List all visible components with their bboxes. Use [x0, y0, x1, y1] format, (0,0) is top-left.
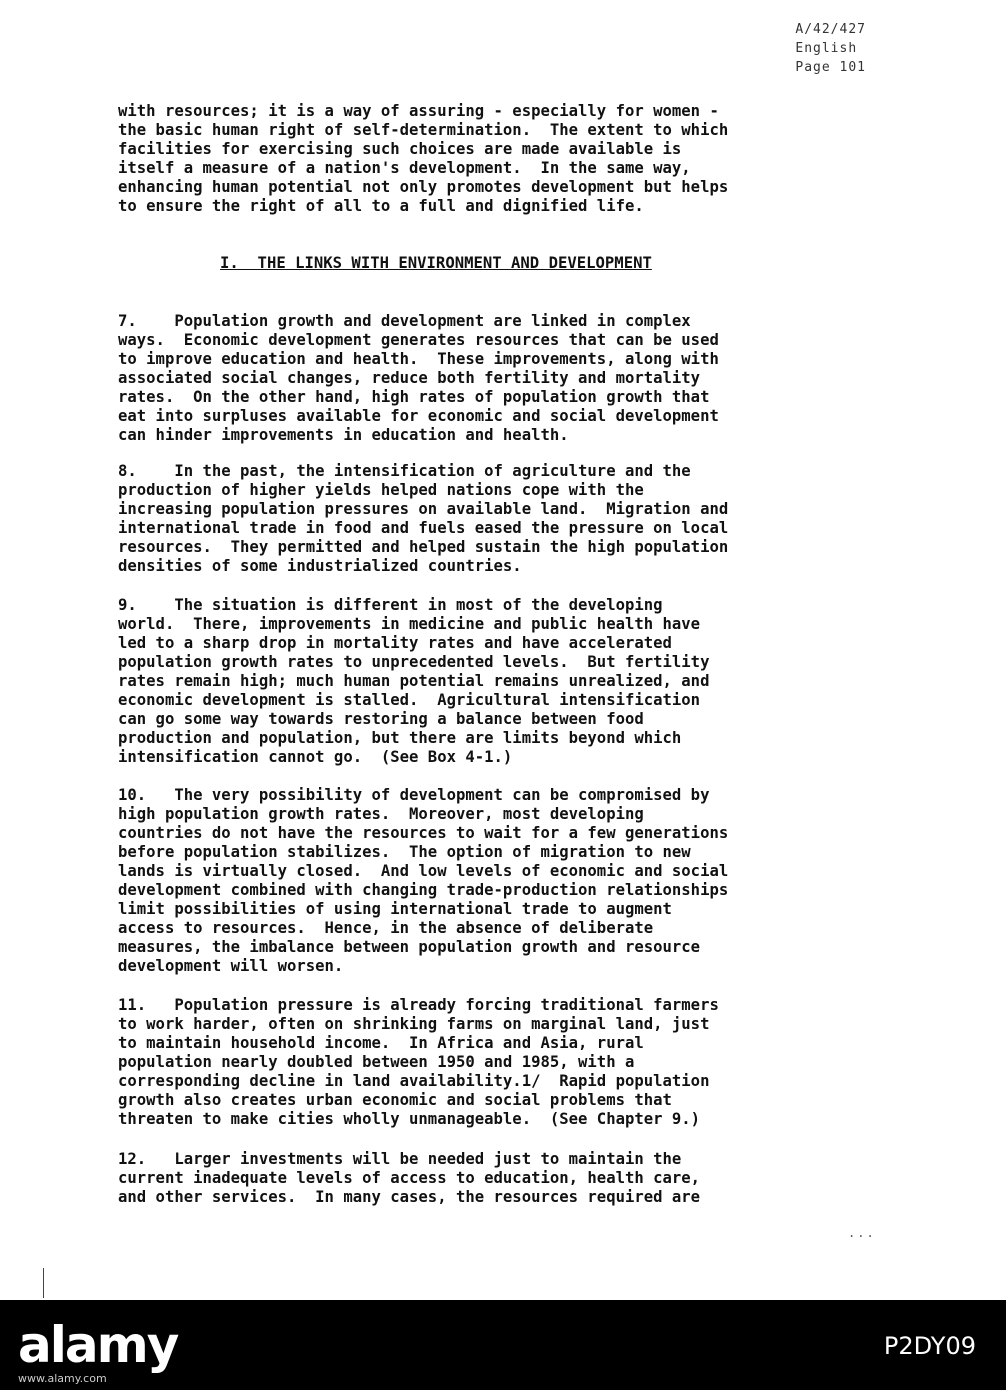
paragraph-11: [118, 996, 878, 1129]
paragraph-8: [118, 462, 878, 576]
text-line: can hinder improvements in education and health.: [118, 426, 569, 444]
margin-mark: [43, 1268, 44, 1298]
continuation-mark: ...: [848, 1226, 876, 1240]
text-line: threaten to make cities wholly unmanageable. (See Chapter 9.): [118, 1110, 701, 1128]
text-line: 8. In the past, the intensification of agriculture and the: [118, 462, 691, 480]
text-line: with resources; it is a way of assuring - especially for women -: [118, 102, 719, 120]
text-line: 11. Population pressure is already forcing traditional farmers: [118, 996, 719, 1014]
text-line: resources. They permitted and helped sustain the high population: [118, 538, 729, 556]
paragraph-7: [118, 312, 878, 445]
text-line: 9. The situation is different in most of the developing: [118, 596, 663, 614]
text-line: international trade in food and fuels eased the pressure on local: [118, 519, 729, 537]
text-line: before population stabilizes. The option of migration to new: [118, 843, 691, 861]
text-line: 12. Larger investments will be needed just to maintain the: [118, 1150, 682, 1168]
text-line: countries do not have the resources to wait for a few generations: [118, 824, 729, 842]
alamy-url: www.alamy.com: [18, 1372, 107, 1385]
text-line: current inadequate levels of access to education, health care,: [118, 1169, 701, 1187]
text-line: high population growth rates. Moreover, most developing: [118, 805, 644, 823]
text-line: rates. On the other hand, high rates of population growth that: [118, 388, 710, 406]
page-header: [795, 20, 866, 77]
text-line: development will worsen.: [118, 957, 344, 975]
text-line: population growth rates to unprecedented levels. But fertility: [118, 653, 710, 671]
text-line: corresponding decline in land availability.1/ Rapid population: [118, 1072, 710, 1090]
text-line: intensification cannot go. (See Box 4-1.): [118, 748, 513, 766]
text-line: access to resources. Hence, in the absence of deliberate: [118, 919, 654, 937]
text-line: the basic human right of self-determination. The extent to which: [118, 121, 729, 139]
text-line: limit possibilities of using international trade to augment: [118, 900, 672, 918]
text-line: growth also creates urban economic and social problems that: [118, 1091, 672, 1109]
text-line: to maintain household income. In Africa and Asia, rural: [118, 1034, 644, 1052]
text-line: facilities for exercising such choices are made available is: [118, 140, 682, 158]
text-line: increasing population pressures on available land. Migration and: [118, 500, 729, 518]
text-line: led to a sharp drop in mortality rates and have accelerated: [118, 634, 672, 652]
document-symbol: A/42/427: [795, 22, 866, 37]
text-line: and other services. In many cases, the resources required are: [118, 1188, 701, 1206]
image-id: P2DY09: [883, 1332, 976, 1360]
text-line: to ensure the right of all to a full and dignified life.: [118, 197, 644, 215]
text-line: economic development is stalled. Agricultural intensification: [118, 691, 701, 709]
alamy-logo: alamy: [18, 1316, 178, 1374]
text-line: associated social changes, reduce both fertility and mortality: [118, 369, 701, 387]
text-line: population nearly doubled between 1950 and 1985, with a: [118, 1053, 635, 1071]
text-line: densities of some industrialized countries.: [118, 557, 522, 575]
text-line: development combined with changing trade-production relationships: [118, 881, 729, 899]
text-line: enhancing human potential not only promotes development but helps: [118, 178, 729, 196]
text-line: 10. The very possibility of development can be compromised by: [118, 786, 710, 804]
text-line: to work harder, often on shrinking farms on marginal land, just: [118, 1015, 710, 1033]
text-line: measures, the imbalance between population growth and resource: [118, 938, 701, 956]
intro-paragraph: [118, 102, 878, 216]
text-line: ways. Economic development generates resources that can be used: [118, 331, 719, 349]
text-line: production of higher yields helped nations cope with the: [118, 481, 644, 499]
text-line: world. There, improvements in medicine and public health have: [118, 615, 701, 633]
page-number: Page 101: [795, 60, 866, 75]
section-heading: I. THE LINKS WITH ENVIRONMENT AND DEVELOPMENT: [220, 254, 652, 272]
text-line: to improve education and health. These improvements, along with: [118, 350, 719, 368]
text-line: lands is virtually closed. And low levels of economic and social: [118, 862, 729, 880]
paragraph-12: [118, 1150, 878, 1207]
document-language: English: [795, 41, 858, 56]
paragraph-10: [118, 786, 878, 976]
text-line: eat into surpluses available for economic and social development: [118, 407, 719, 425]
text-line: itself a measure of a nation's development. In the same way,: [118, 159, 691, 177]
text-line: production and population, but there are limits beyond which: [118, 729, 682, 747]
text-line: can go some way towards restoring a balance between food: [118, 710, 644, 728]
paragraph-9: [118, 596, 878, 767]
text-line: 7. Population growth and development are linked in complex: [118, 312, 691, 330]
text-line: rates remain high; much human potential remains unrealized, and: [118, 672, 710, 690]
